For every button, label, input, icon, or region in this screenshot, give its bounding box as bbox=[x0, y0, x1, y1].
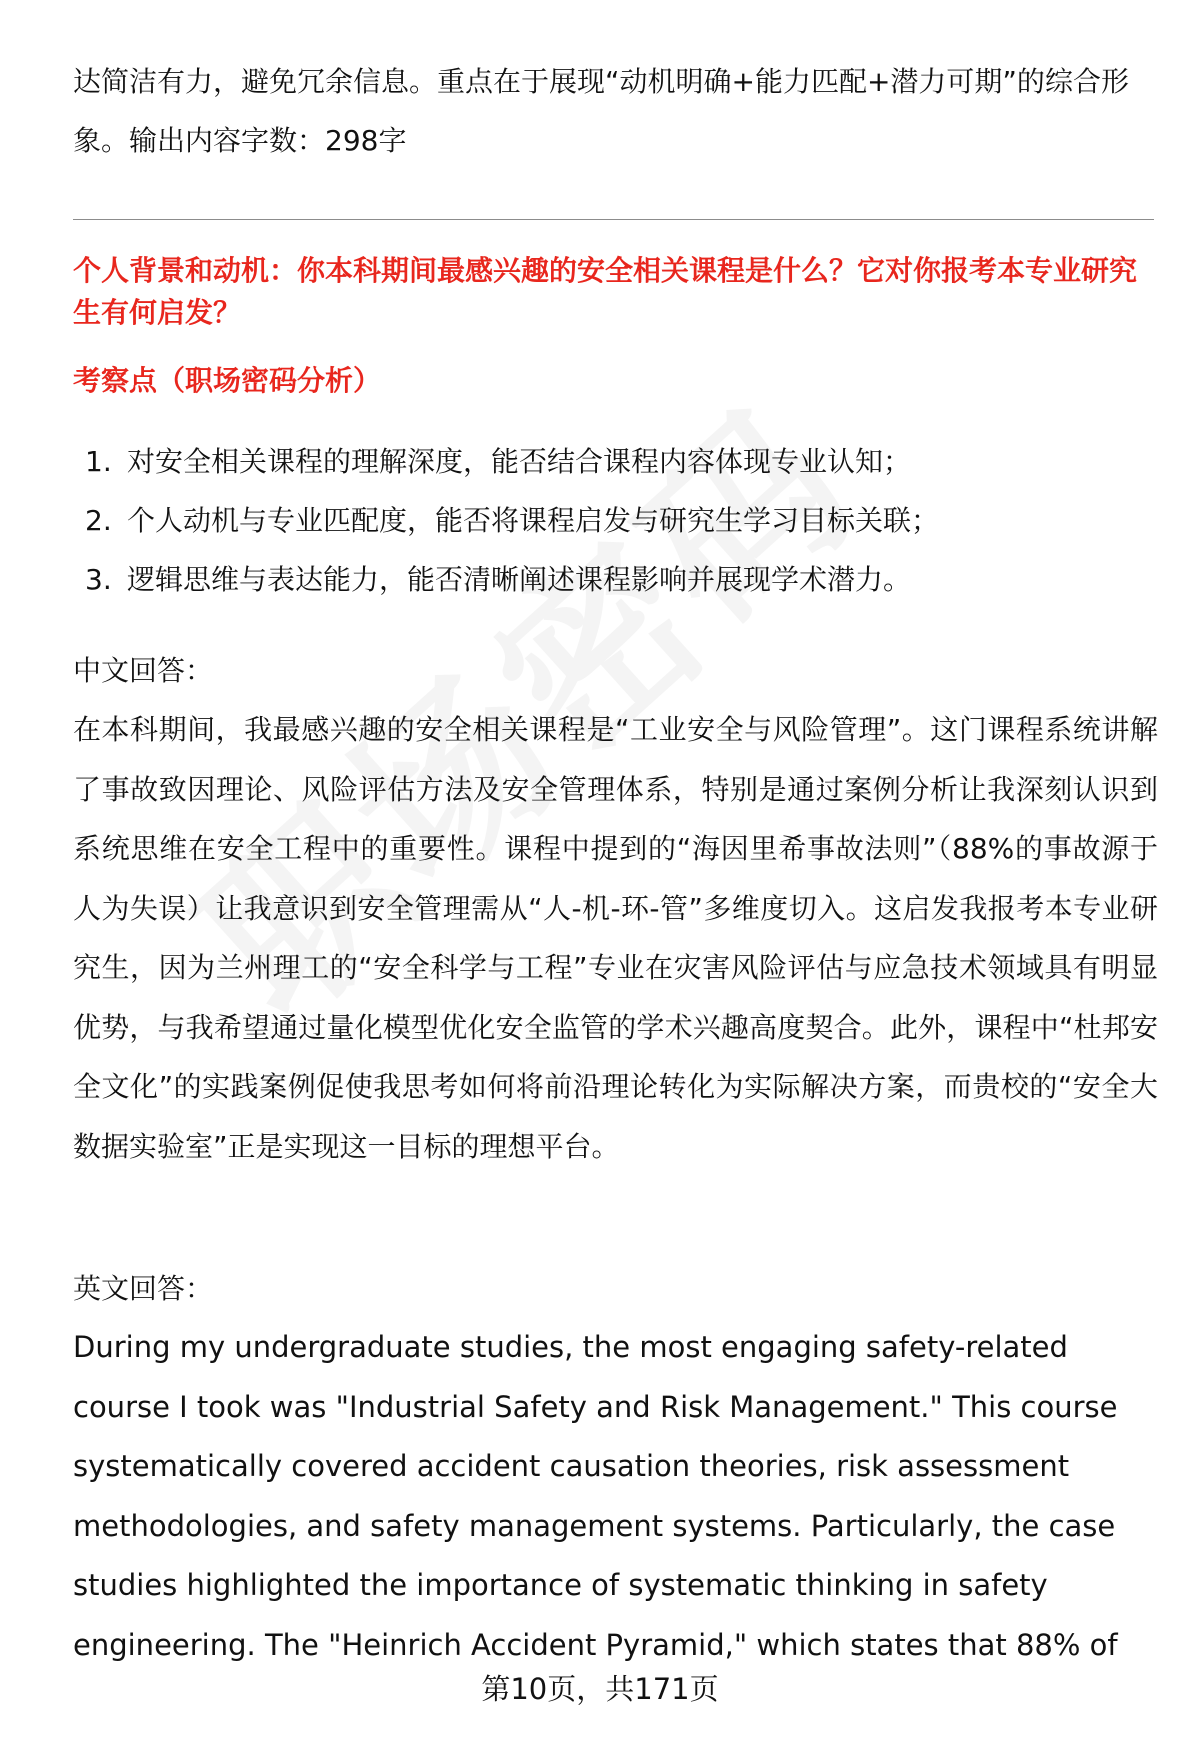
list-item-number: 1. bbox=[85, 445, 112, 478]
list-item-text: 逻辑思维与表达能力，能否清晰阐述课程影响并展现学术潜力。 bbox=[127, 563, 912, 596]
exam-points-list bbox=[73, 432, 1153, 609]
list-item bbox=[73, 432, 1153, 491]
list-item-number: 2. bbox=[85, 504, 112, 537]
question-heading: 个人背景和动机：你本科期间最感兴趣的安全相关课程是什么？它对你报考本专业研究生有何启发？ bbox=[73, 254, 1138, 329]
list-item bbox=[73, 491, 1153, 550]
chinese-answer-label: 中文回答： bbox=[73, 654, 214, 687]
english-answer-text: During my undergraduate studies, the most engaging safety-related course I took was "Industrial Safety and Risk Management." This course systematically covered accident causation theories, risk assessment methodologies, and safety management systems. Particularly, the case studies highlighted the importance of systematic thinking in safety engineering. The "Heinrich Accident Pyramid," which states that 88% of bbox=[73, 1330, 1118, 1662]
intro-paragraph: 达简洁有力，避免冗余信息。重点在于展现“动机明确+能力匹配+潜力可期”的综合形象。输出内容字数：298字 bbox=[73, 65, 1129, 157]
exam-points-heading: 考察点（职场密码分析） bbox=[73, 364, 382, 397]
section-divider bbox=[73, 219, 1154, 220]
chinese-answer-text: 在本科期间，我最感兴趣的安全相关课程是“工业安全与风险管理”。这门课程系统讲解了事故致因理论、风险评估方法及安全管理体系，特别是通过案例分析让我深刻认识到系统思维在安全工程中的重要性。课程中提到的“海因里希事故法则”（88%的事故源于人为失误）让我意识到安全管理需从“人-机-环-管”多维度切入。这启发我报考本专业研究生，因为兰州理工的“安全科学与工程”专业在灾害风险评估与应急技术领域具有明显优势，与我希望通过量化模型优化安全监管的学术兴趣高度契合。此外，课程中“杜邦安全文化”的实践案例促使我思考如何将前沿理论转化为实际解决方案，而贵校的“安全大数据实验室”正是实现这一目标的理想平台。 bbox=[73, 713, 1158, 1163]
list-item-text: 个人动机与专业匹配度，能否将课程启发与研究生学习目标关联； bbox=[127, 504, 940, 537]
english-answer-label: 英文回答： bbox=[73, 1272, 214, 1305]
list-item bbox=[73, 550, 1153, 609]
list-item-number: 3. bbox=[85, 563, 112, 596]
list-item-text: 对安全相关课程的理解深度，能否结合课程内容体现专业认知； bbox=[127, 445, 912, 478]
page-number: 第10页，共171页 bbox=[481, 1672, 719, 1706]
